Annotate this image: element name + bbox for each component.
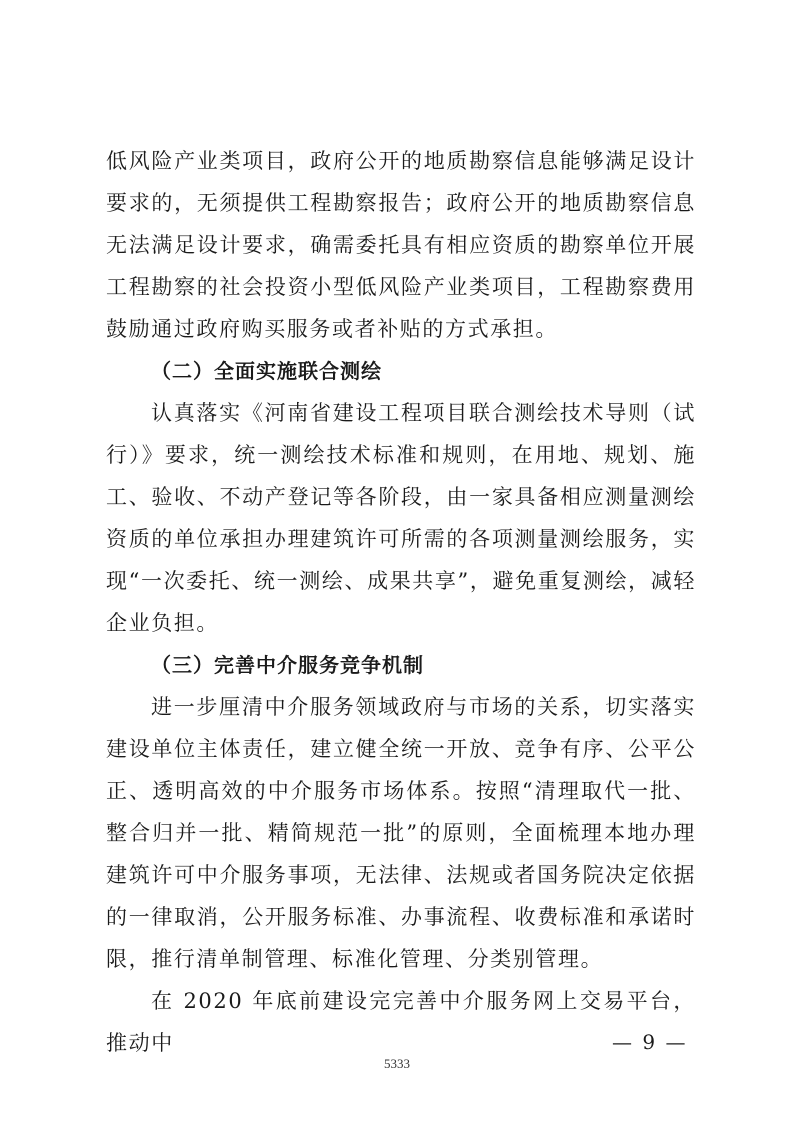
section-heading-joint-surveying: （二）全面实施联合测绘 — [151, 359, 382, 383]
paragraph-continuation: 低风险产业类项目，政府公开的地质勘察信息能够满足设计要求的，无须提供工程勘察报告；政府公开的地质勘察信息无法满足设计要求，确需委托具有相应资质的勘察单位开展工程勘察的社会投资小型低风险产业类项目，工程勘察费用鼓励通过政府购买服务或者补贴的方式承担。 — [106, 149, 696, 341]
section-heading-intermediary-services: （三）完善中介服务竞争机制 — [151, 653, 424, 677]
footer-code: 5333 — [384, 1056, 410, 1071]
document-body — [106, 140, 696, 1064]
paragraph-online-platform: 在 2020 年底前建设完完善中介服务网上交易平台，推动中 — [106, 989, 696, 1055]
paragraph-joint-surveying: 认真落实《河南省建设工程项目联合测绘技术导则（试行）》要求，统一测绘技术标准和规则，在用地、规划、施工、验收、不动产登记等各阶段，由一家具备相应测量测绘资质的单位承担办理建筑许可所需的各项测量测绘服务，实现“一次委托、统一测绘、成果共享”，避免重复测绘，减轻企业负担。 — [106, 401, 696, 635]
paragraph-intermediary-services: 进一步厘清中介服务领域政府与市场的关系，切实落实建设单位主体责任，建立健全统一开放、竞争有序、公平公正、透明高效的中介服务市场体系。按照“清理取代一批、整合归并一批、精简规范一批”的原则，全面梳理本地办理建筑许可中介服务事项，无法律、法规或者国务院决定依据的一律取消，公开服务标准、办事流程、收费标准和承诺时限，推行清单制管理、标准化管理、分类别管理。 — [106, 695, 696, 971]
page-number: — 9 — — [612, 1030, 688, 1054]
